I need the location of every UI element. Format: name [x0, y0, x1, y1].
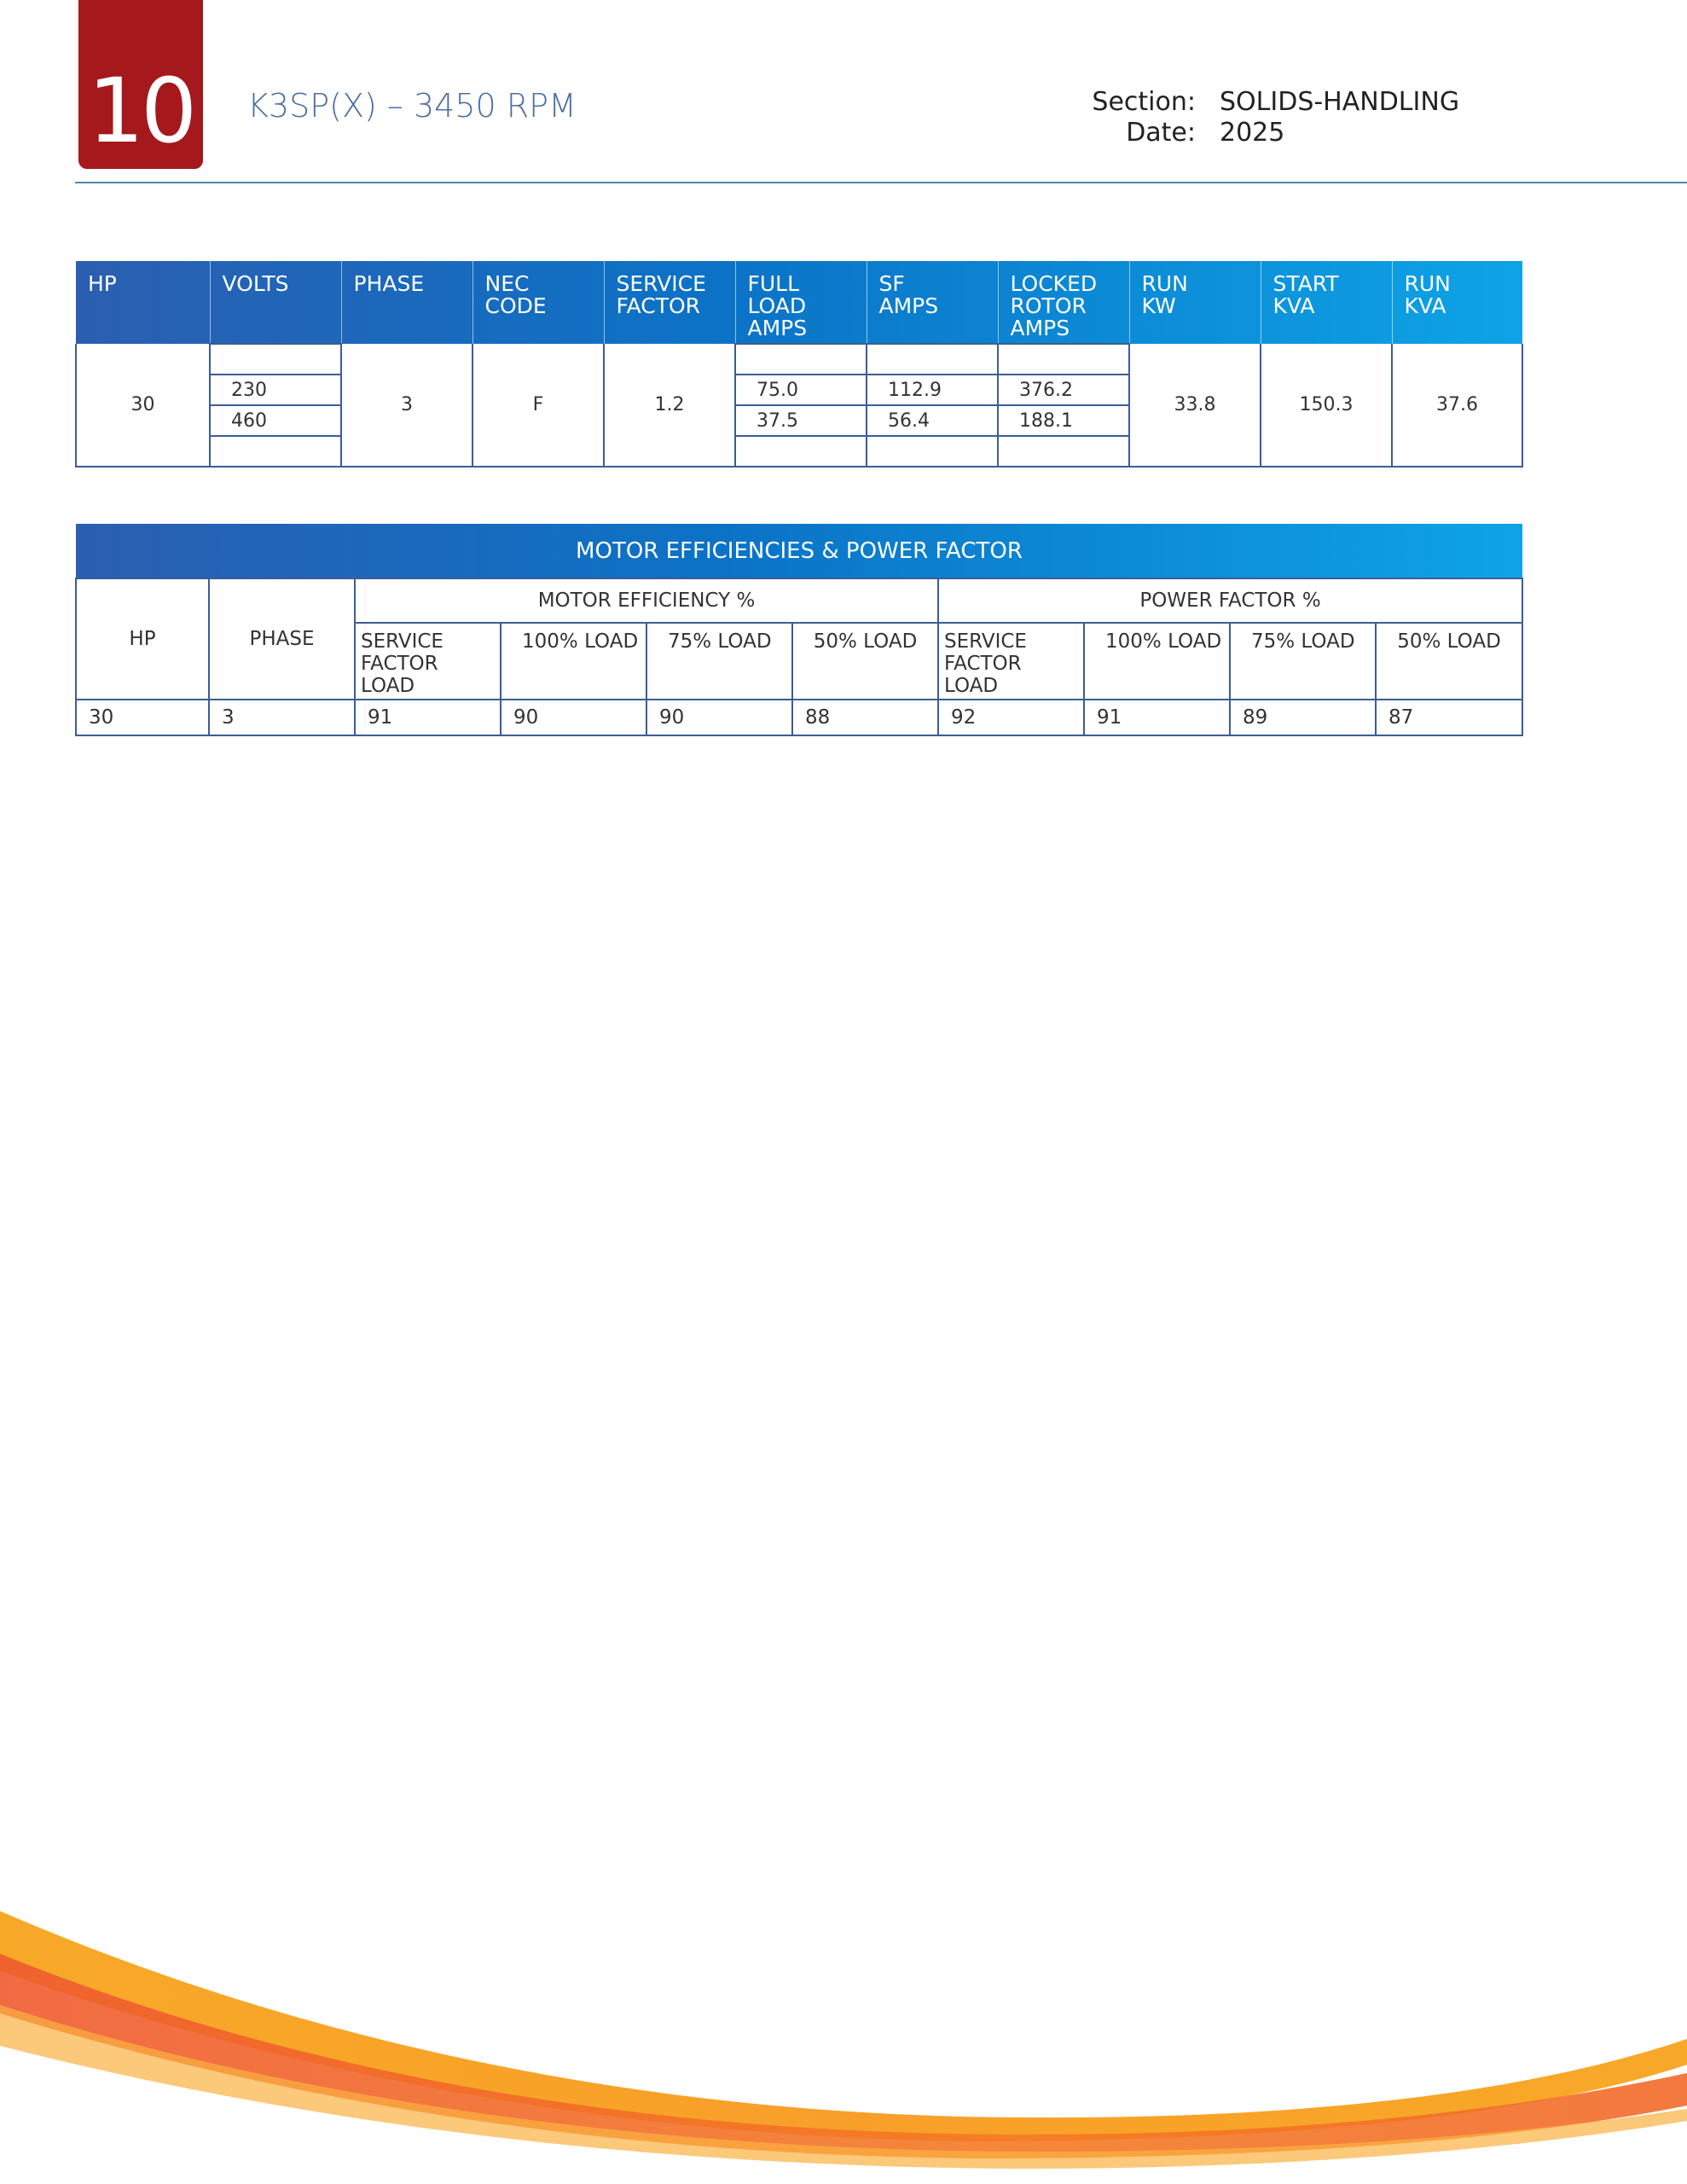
- cell-fla-blank: [735, 344, 867, 375]
- power-factor-group: POWER FACTOR %: [938, 578, 1522, 623]
- header-pf-75-load: 75% LOAD: [1230, 623, 1376, 700]
- cell-run-kw: 33.8: [1129, 344, 1261, 467]
- cell-lra-blank: [998, 436, 1129, 467]
- cell-sf-amps: 112.9: [867, 375, 998, 405]
- cell-hp: 30: [76, 344, 210, 467]
- cell-sf-amps: 56.4: [867, 405, 998, 436]
- header-sf-amps: SF AMPS: [867, 261, 998, 344]
- footer-swoosh-decoration: [0, 1834, 1687, 2184]
- header-eff-service-factor-load: SERVICE FACTOR LOAD: [355, 623, 501, 700]
- header-locked-rotor-amps: LOCKED ROTOR AMPS: [998, 261, 1129, 344]
- header-eff-100-load: 100% LOAD: [501, 623, 646, 700]
- table-row: [76, 700, 1522, 735]
- cell-volts: 460: [210, 405, 341, 436]
- header-eff-50-load: 50% LOAD: [792, 623, 938, 700]
- date-label: Date:: [1126, 118, 1196, 148]
- electrical-header-row: [76, 261, 1522, 344]
- cell-pf-100-load: 91: [1084, 700, 1230, 735]
- motor-efficiency-group: MOTOR EFFICIENCY %: [355, 578, 938, 623]
- date-value: 2025: [1220, 118, 1285, 148]
- cell-nec-code: F: [472, 344, 604, 467]
- cell-eff-100-load: 90: [501, 700, 646, 735]
- cell-eff-service-factor-load: 91: [355, 700, 501, 735]
- section-label: Section:: [1092, 87, 1196, 117]
- cell-sfa-blank: [867, 436, 998, 467]
- header-phase: PHASE: [341, 261, 472, 344]
- cell-phase: 3: [341, 344, 472, 467]
- cell-run-kva: 37.6: [1392, 344, 1522, 467]
- page-title: K3SP(X) – 3450 RPM: [247, 87, 577, 125]
- cell-hp: 30: [76, 700, 209, 735]
- cell-lra-blank: [998, 344, 1129, 375]
- cell-volts-blank: [210, 344, 341, 375]
- cell-eff-50-load: 88: [792, 700, 938, 735]
- meta-labels: [1041, 87, 1196, 148]
- electrical-data-table: [75, 261, 1523, 468]
- cell-full-load-amps: 37.5: [735, 405, 867, 436]
- header-hp: HP: [76, 578, 209, 700]
- cell-locked-rotor-amps: 188.1: [998, 405, 1129, 436]
- cell-pf-50-load: 87: [1376, 700, 1522, 735]
- table-row: [76, 344, 1522, 375]
- cell-service-factor: 1.2: [604, 344, 735, 467]
- header-hp: HP: [76, 261, 210, 344]
- header-full-load-amps: FULL LOAD AMPS: [735, 261, 867, 344]
- cell-locked-rotor-amps: 376.2: [998, 375, 1129, 405]
- header-run-kw: RUN KW: [1129, 261, 1261, 344]
- header-pf-service-factor-load: SERVICE FACTOR LOAD: [938, 623, 1084, 700]
- cell-start-kva: 150.3: [1261, 344, 1392, 467]
- section-value: SOLIDS-HANDLING: [1220, 87, 1460, 117]
- header-divider: [75, 182, 1687, 183]
- cell-eff-75-load: 90: [646, 700, 792, 735]
- header-volts: VOLTS: [210, 261, 341, 344]
- header-pf-50-load: 50% LOAD: [1376, 623, 1522, 700]
- cell-volts-blank: [210, 436, 341, 467]
- header-start-kva: START KVA: [1261, 261, 1392, 344]
- header-service-factor: SERVICE FACTOR: [604, 261, 735, 344]
- cell-pf-75-load: 89: [1230, 700, 1376, 735]
- cell-volts: 230: [210, 375, 341, 405]
- header-pf-100-load: 100% LOAD: [1084, 623, 1230, 700]
- cell-sfa-blank: [867, 344, 998, 375]
- meta-values: [1220, 87, 1459, 148]
- cell-phase: 3: [209, 700, 355, 735]
- efficiency-table: [75, 524, 1523, 736]
- cell-fla-blank: [735, 436, 867, 467]
- cell-full-load-amps: 75.0: [735, 375, 867, 405]
- page-number-badge: [78, 0, 203, 169]
- page-number: 10: [87, 59, 194, 163]
- header-nec-code: NEC CODE: [472, 261, 604, 344]
- header-run-kva: RUN KVA: [1392, 261, 1522, 344]
- efficiency-title-row: [76, 524, 1522, 578]
- efficiency-table-title: MOTOR EFFICIENCIES & POWER FACTOR: [76, 524, 1522, 578]
- cell-pf-service-factor-load: 92: [938, 700, 1084, 735]
- header-phase: PHASE: [209, 578, 355, 700]
- group-header-row: [76, 578, 1522, 623]
- header-eff-75-load: 75% LOAD: [646, 623, 792, 700]
